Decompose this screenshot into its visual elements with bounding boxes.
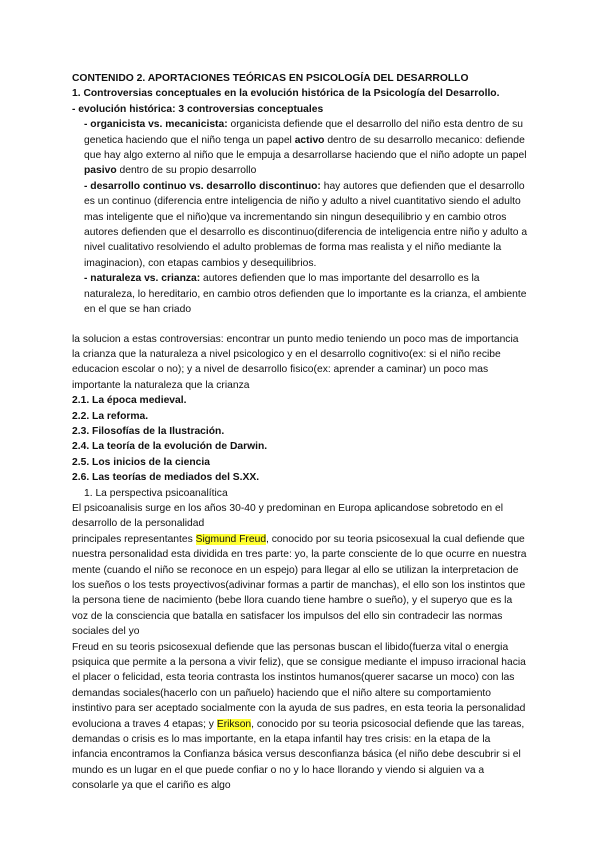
bold-term: pasivo	[84, 165, 117, 177]
paragraph-gap	[72, 318, 528, 332]
document-body	[72, 71, 528, 794]
paragraph-text: , conocido por su teoria psicosocial defiende que las tareas, demandas o crisis es lo mas importante, en la etapa infantil hay tres crisis: en la etapa de la infancia encontramos la Confianza básica versus desconfianza básica (el niño debe descubrir si el mundo es un lugar en el que puede confiar o no y lo hace llorando y viendo si alguien va a consolarle ya que el cariño es algo	[72, 718, 525, 792]
controversy-label: - naturaleza vs. crianza:	[84, 273, 201, 285]
section-1-heading: 1. Controversias conceptuales en la evolución histórica de la Psicología del Desarrollo.	[72, 88, 500, 100]
heading-2-3: 2.3. Filosofías de la Ilustración.	[72, 425, 225, 437]
controversy-text: autores defienden que lo mas importante del desarrollo es la naturaleza, lo hereditario, en cambio otros defienden que lo importante es la crianza, el ambiente en el que se han criado	[84, 273, 527, 316]
paragraph-text: Freud en su teoris psicosexual defiende que las personas buscan el libido(fuerza vital o energia psiquica que permite a la persona a vivir feliz), que se consigue mediante el impuso irracional hacia el placer o felicidad, esta teoria contrasta los instintos humanos(querer sacarse un moco) con las demandas sociales(hacerlo con un pañuelo) haciendo que el niño altere su comportamiento instintivo para ser aceptado socialmente con la ayuda de sus padres, en esta teoria la personalidad evoluciona a traves 4 etapas; y	[72, 641, 526, 730]
controversy-organicista	[72, 117, 528, 179]
controversy-text: hay autores que defienden que el desarrollo es un continuo (diferencia entre inteligencia de niño y adulto a nivel cuantitativo siendo el adulto mas inteligente que el niño)que va incrementando sin ningun desequilibrio y en cambio otros autores defienden que el desarrollo es discontinuo(diferencia de inteligencia entre niño y adulto a nivel cualitativo resolviendo el adulto problemas de forma mas realista y el niño mediante la imaginacion), con etapas cambios y desequilibrios.	[84, 180, 528, 269]
numbered-list-item: 1. La perspectiva psicoanalítica	[84, 487, 228, 499]
controversy-label: - desarrollo continuo vs. desarrollo discontinuo:	[84, 180, 321, 192]
controversy-continuo	[72, 179, 528, 271]
solution-paragraph: la solucion a estas controversias: encontrar un punto medio teniendo un poco mas de importancia la crianza que la naturaleza a nivel psicologico y en el desarrollo cognitivo(ex: si el niño recibe educacion escolar o no); y a nivel de desarrollo fisico(ex: aprender a caminar) un poco mas importante la naturaleza que la crianza	[72, 333, 519, 391]
freud-paragraph	[72, 532, 528, 640]
section-1-subheading: - evolución histórica: 3 controversias conceptuales	[72, 103, 324, 115]
heading-2-6: 2.6. Las teorías de mediados del S.XX.	[72, 472, 260, 484]
controversy-text: dentro de su propio desarrollo	[116, 165, 257, 177]
highlighted-name: Sigmund Freud	[195, 533, 267, 545]
controversy-naturaleza	[72, 271, 528, 317]
controversy-text: organicista defiende que el desarrollo del niño esta dentro de su genetica haciendo que el niño tenga un papel	[84, 119, 524, 146]
paragraph-text: principales representantes	[72, 533, 196, 545]
controversy-label: - organicista vs. mecanicista:	[84, 119, 228, 131]
document-title: CONTENIDO 2. APORTACIONES TEÓRICAS EN PSICOLOGÍA DEL DESARROLLO	[72, 73, 469, 84]
erikson-paragraph	[72, 640, 528, 794]
heading-2-4: 2.4. La teoría de la evolución de Darwin.	[72, 441, 268, 453]
paragraph-text: , conocido por su teoria psicosexual la cual defiende que nuestra personalidad esta dividida en tres parte: yo, la parte consciente de lo que ocurre en nuestra mente (cuando el niño se reconoce en un espejo) para llegar al ello se utilizan la interpretacion de los sueños o los tests proyectivos(adivinar formas a partir de manchas), el ello son los instintos que la persona tiene de nacimiento (bebe llora cuando tiene hambre o sueño), y el superyo que es la voz de la consciencia que batalla en satisfacer los impulsos del ello sin contradecir las normas sociales del yo	[72, 533, 527, 638]
heading-2-1: 2.1. La época medieval.	[72, 395, 187, 407]
heading-2-2: 2.2. La reforma.	[72, 410, 149, 422]
heading-2-5: 2.5. Los inicios de la ciencia	[72, 456, 210, 468]
highlighted-name: Erikson	[216, 718, 252, 730]
psicoanalisis-intro: El psicoanalisis surge en los años 30-40 y predominan en Europa aplicandose sobretodo en el desarrollo de la personalidad	[72, 502, 504, 530]
bold-term: activo	[294, 134, 325, 146]
controversy-text: dentro de su desarrollo mecanico: defiende que hay algo externo al niño que le empuja a desarrollarse haciendo que el niño adopte un papel	[84, 134, 527, 162]
